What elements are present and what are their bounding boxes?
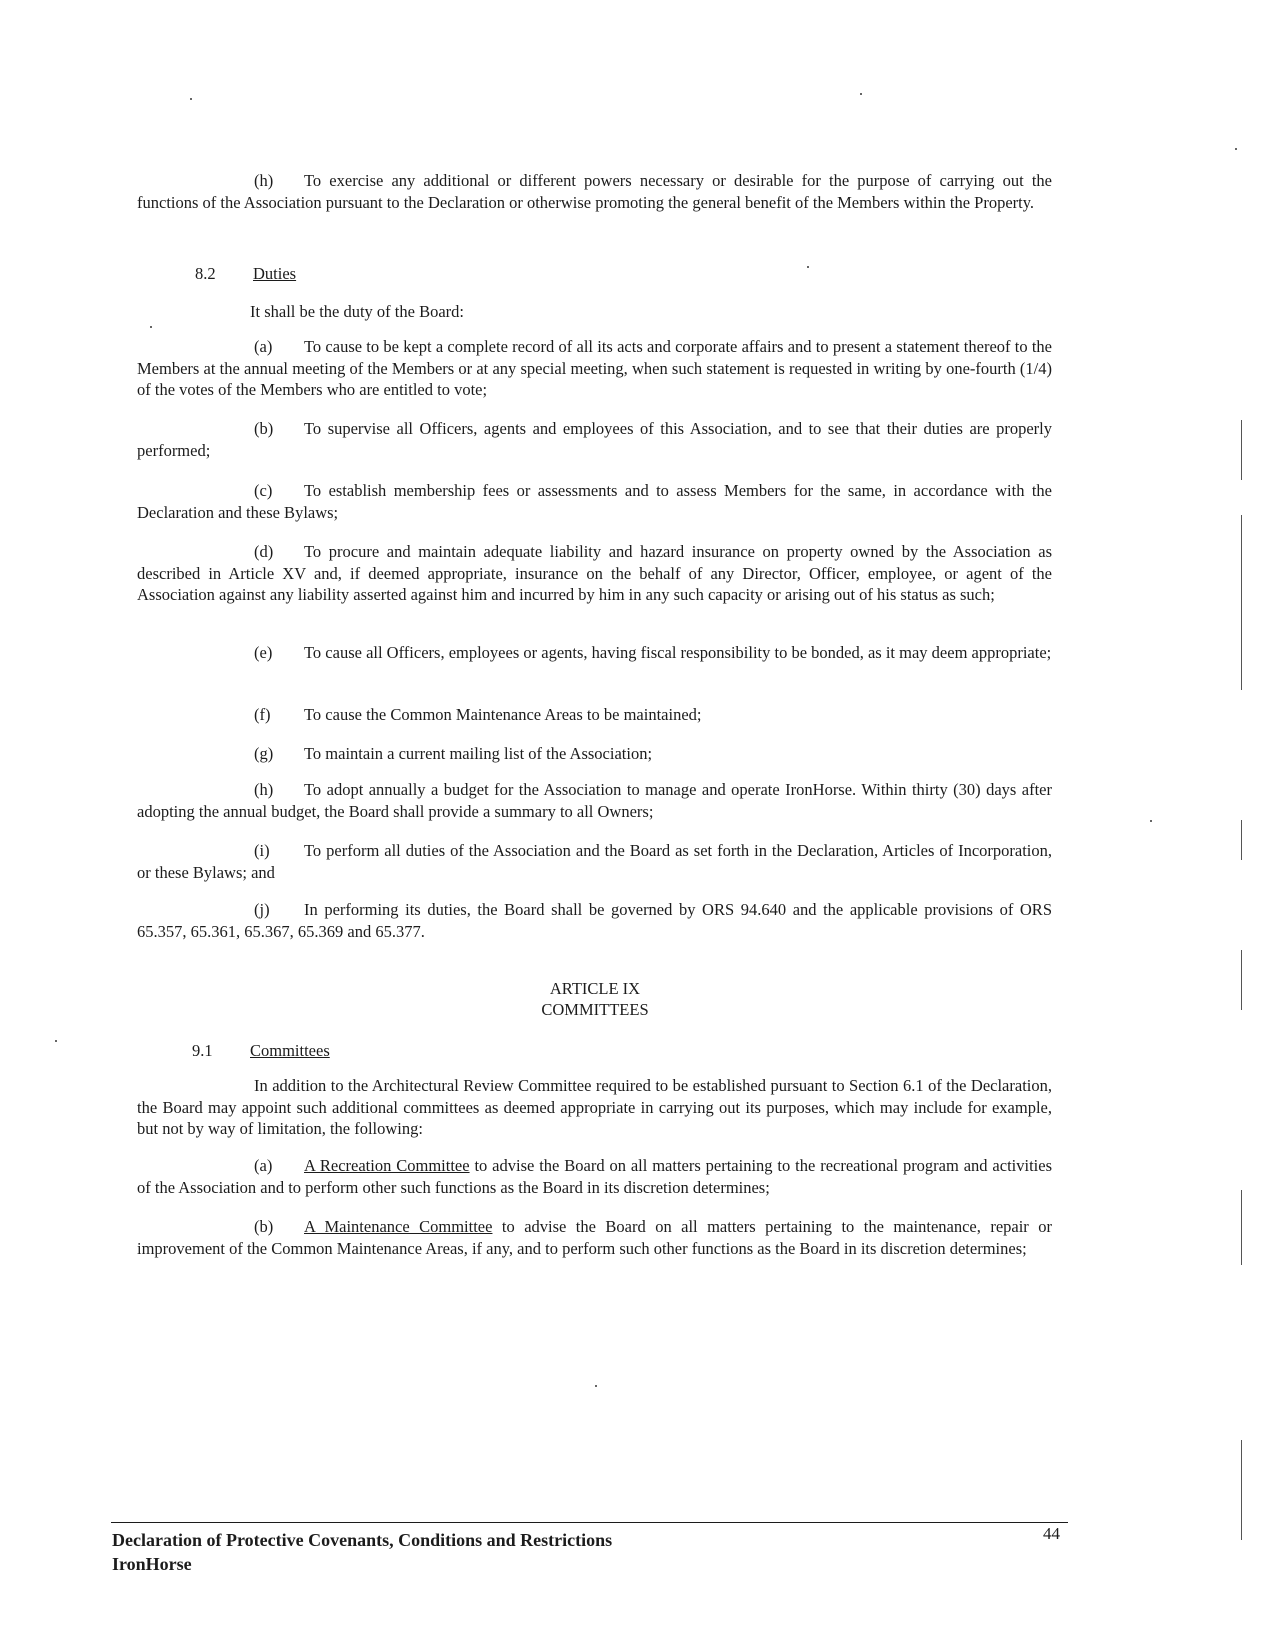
paragraph-h-powers [137, 170, 1052, 213]
item-marker: (b) [254, 1217, 274, 1236]
item-text: To cause all Officers, employees or agents, having fiscal responsibility to be bonded, as it may deem appropriate; [304, 643, 1052, 662]
footer-rule [111, 1522, 1068, 1523]
list-item [137, 899, 1052, 942]
list-item [137, 840, 1052, 883]
list-item [137, 418, 1052, 461]
list-item [137, 480, 1052, 523]
margin-mark [1241, 1190, 1242, 1265]
margin-mark [1241, 950, 1242, 1010]
item-text: In performing its duties, the Board shall be governed by ORS 94.640 and the applicable provisions of ORS 65.357, 65.361, 65.367, 65.369 and 65.377. [137, 900, 1052, 941]
item-marker: (d) [254, 542, 274, 561]
item-marker: (j) [254, 900, 270, 919]
list-item [137, 704, 1052, 726]
section-title: Committees [250, 1041, 330, 1060]
item-marker: (i) [254, 841, 270, 860]
article-title: COMMITTEES [541, 1000, 649, 1019]
item-text: To adopt annually a budget for the Association to manage and operate IronHorse. Within thirty (30) days after adopting the annual budget, the Board shall provide a summary to all Owners; [137, 780, 1052, 821]
list-item [137, 1216, 1052, 1259]
item-text: To establish membership fees or assessments and to assess Members for the same, in accordance with the Declaration and these Bylaws; [137, 481, 1052, 522]
margin-mark [1241, 820, 1242, 860]
item-text: to advise the Board on all matters pertaining to the maintenance, repair or improvement of the Common Maintenance Areas, if any, and to perform such other functions as the Board in its discretion determines; [137, 1217, 1052, 1258]
scan-speck [595, 1385, 597, 1387]
scan-speck [807, 266, 809, 268]
section-intro-paragraph [137, 1075, 1052, 1140]
scan-speck [190, 98, 192, 100]
scan-speck [150, 326, 152, 328]
item-marker: (a) [254, 337, 273, 356]
scan-speck [55, 1040, 57, 1042]
section-number: 8.2 [195, 264, 216, 283]
item-marker: (h) [254, 780, 274, 799]
item-marker: (h) [254, 171, 274, 190]
list-item [137, 541, 1052, 606]
margin-mark [1241, 1440, 1242, 1540]
footer-title-line-2: IronHorse [112, 1554, 192, 1574]
article-label: ARTICLE IX [549, 979, 641, 998]
section-intro: It shall be the duty of the Board: [250, 302, 464, 321]
margin-mark [1241, 515, 1242, 690]
footer-title [112, 1528, 612, 1576]
list-item [137, 336, 1052, 401]
item-text: to advise the Board on all matters pertaining to the recreational program and activities of the Association and to perform other such functions as the Board in its discretion determines; [137, 1156, 1052, 1197]
article-heading [0, 978, 1190, 1020]
margin-mark [1241, 420, 1242, 480]
list-item [137, 642, 1052, 664]
item-marker: (a) [254, 1156, 273, 1175]
item-marker: (c) [254, 481, 273, 500]
item-text: To maintain a current mailing list of the Association; [304, 744, 653, 763]
section-heading-9-1 [192, 1040, 330, 1062]
item-text: To supervise all Officers, agents and employees of this Association, and to see that their duties are properly performed; [137, 419, 1052, 460]
item-text: To cause to be kept a complete record of all its acts and corporate affairs and to present a statement thereof to the Members at the annual meeting of the Members or at any special meeting, when such statement is requested in writing by one-fourth (1/4) of the votes of the Members who are entitled to vote; [137, 337, 1052, 399]
footer-title-line-1: Declaration of Protective Covenants, Conditions and Restrictions [112, 1530, 613, 1550]
paragraph-text: In addition to the Architectural Review Committee required to be established pursuant to Section 6.1 of the Declaration, the Board may appoint such additional committees as deemed appropriate in carrying out its purposes, which may include for example, but not by way of limitation, the following: [137, 1076, 1052, 1138]
item-marker: (e) [254, 643, 273, 662]
item-text: To cause the Common Maintenance Areas to be maintained; [304, 705, 702, 724]
paragraph-text: To exercise any additional or different powers necessary or desirable for the purpose of carrying out the functions of the Association pursuant to the Declaration or otherwise promoting the general benefit of the Members within the Property. [137, 171, 1052, 212]
committee-name: A Maintenance Committee [304, 1217, 493, 1236]
section-heading-8-2 [195, 263, 296, 285]
list-item [137, 779, 1052, 822]
item-marker: (g) [254, 744, 274, 763]
scan-speck [1150, 820, 1152, 822]
scan-speck [1235, 148, 1237, 150]
committee-name: A Recreation Committee [304, 1156, 470, 1175]
page-number: 44 [1043, 1524, 1060, 1543]
scan-speck [860, 93, 862, 95]
list-item [137, 743, 1052, 765]
item-marker: (b) [254, 419, 274, 438]
section-number: 9.1 [192, 1041, 213, 1060]
list-item [137, 1155, 1052, 1198]
item-text: To perform all duties of the Association and the Board as set forth in the Declaration, Articles of Incorporation, or these Bylaws; and [137, 841, 1052, 882]
item-text: To procure and maintain adequate liability and hazard insurance on property owned by the Association as described in Article XV and, if deemed appropriate, insurance on the behalf of any Director, Officer, employee, or agent of the Association against any liability asserted against him and incurred by him in any such capacity or arising out of his status as such; [137, 542, 1052, 604]
item-marker: (f) [254, 705, 271, 724]
section-title: Duties [253, 264, 297, 283]
